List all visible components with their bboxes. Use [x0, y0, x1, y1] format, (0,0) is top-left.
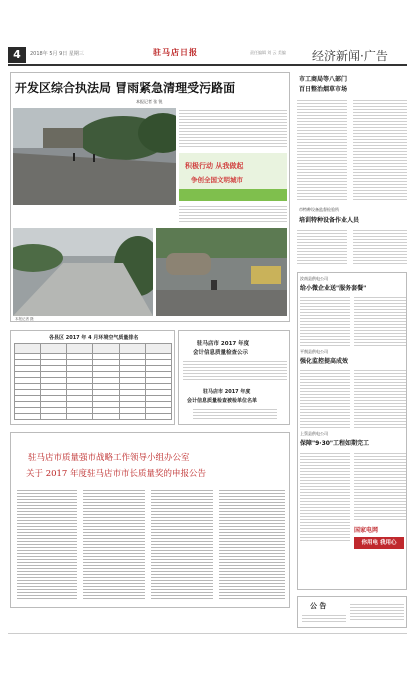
section-title: 经济新闻·广告 — [312, 49, 388, 63]
story4-body-col1 — [300, 368, 350, 428]
editor-meta: 责任编辑 刘 云 美编 — [250, 50, 286, 55]
lead-photo-tanker — [156, 228, 287, 316]
story5-body-col1 — [300, 451, 350, 541]
story5-kicker: 上蔡县供电公司 — [300, 431, 328, 436]
notice1-body — [183, 359, 287, 381]
public-notice-body — [350, 602, 404, 622]
banner-line-1: 积极行动 从我做起 — [185, 162, 244, 170]
announcement-body-col1 — [17, 488, 77, 600]
page-number: 4 — [8, 47, 26, 63]
lead-story — [10, 72, 290, 322]
notice2-body — [193, 407, 277, 421]
ad-text-line-1: 国家电网 — [354, 527, 379, 534]
announcement-title-line1: 驻马店市质量强市战略工作领导小组办公室 — [28, 453, 190, 463]
story4-title: 强化监控提高成效 — [300, 358, 349, 365]
story3-kicker: 汝南县供电公司 — [300, 276, 328, 281]
announcement-body-col2 — [83, 488, 145, 600]
air-quality-table — [14, 343, 172, 420]
story1-body-col1 — [297, 98, 347, 200]
page-header — [0, 0, 415, 64]
notice2-title-line2: 会计信息质量检查被检单位名单 — [187, 398, 258, 404]
story2-body-col2 — [353, 228, 407, 266]
story5-body-col2 — [354, 451, 406, 521]
header-rule — [8, 64, 407, 66]
public-notice-title: 公 告 — [310, 602, 327, 610]
banner-line-2: 争创全国文明城市 — [191, 176, 243, 184]
lead-body-text-2 — [179, 204, 287, 224]
story4-body-col2 — [354, 368, 406, 428]
banner-green-strip — [179, 189, 287, 201]
story3-body-col1 — [300, 295, 350, 347]
footer-rule — [8, 633, 407, 634]
notice2-title-line1: 驻马店市 2017 年度 — [203, 389, 251, 395]
story1-title-line2: 百日整治烟草市场 — [299, 86, 348, 93]
story2-kicker: 市特种设备监督检验所 — [299, 207, 339, 212]
masthead: 驻马店日报 — [153, 47, 198, 57]
notice1-title-line2: 会计信息质量检查公示 — [193, 350, 249, 356]
story5-title: 保障"9·30"工程如期完工 — [300, 440, 370, 447]
story1-body-col2 — [353, 98, 407, 200]
lead-body-text — [179, 108, 287, 148]
lead-photo-street-cleaning — [13, 108, 176, 205]
photo-caption: 本报记者 摄 — [15, 317, 34, 321]
story2-body-col1 — [297, 228, 347, 266]
air-table-title: 各县区 2017 年 4 月环境空气质量排名 — [49, 335, 139, 341]
lead-byline: 本报记者 张 锐 — [136, 99, 163, 104]
civilization-banner — [179, 153, 287, 201]
air-quality-table-box — [10, 330, 175, 425]
state-grid-ad — [354, 525, 406, 559]
table-row — [15, 414, 172, 420]
issue-date: 2018年 5月 9日 星期三 — [30, 51, 84, 57]
story3-body-col2 — [354, 295, 406, 347]
announcement-body-col4 — [219, 488, 285, 600]
announcement-title-line2: 关于 2017 年度驻马店市市长质量奖的申报公告 — [26, 469, 207, 479]
announcement-body-col3 — [151, 488, 213, 600]
lead-headline: 开发区综合执法局 冒雨紧急清理受污路面 — [15, 81, 236, 95]
ad-text-line-2: 你用电 我用心 — [354, 537, 404, 549]
accounting-notices — [178, 330, 290, 425]
story1-title-line1: 市工商局等八部门 — [299, 76, 348, 83]
story2-title: 培训特种设备作业人员 — [299, 217, 360, 224]
lead-photo-road — [13, 228, 153, 316]
story4-kicker: 平舆县供电公司 — [300, 349, 328, 354]
public-notice-body-2 — [302, 613, 346, 623]
story3-title: 给小微企业送"服务套餐" — [300, 285, 367, 292]
right-column-top — [297, 72, 407, 267]
notice1-title-line1: 驻马店市 2017 年度 — [197, 341, 250, 347]
table-row — [15, 344, 172, 354]
public-notice — [297, 596, 407, 628]
power-supply-section — [297, 272, 407, 590]
quality-award-announcement — [10, 432, 290, 608]
